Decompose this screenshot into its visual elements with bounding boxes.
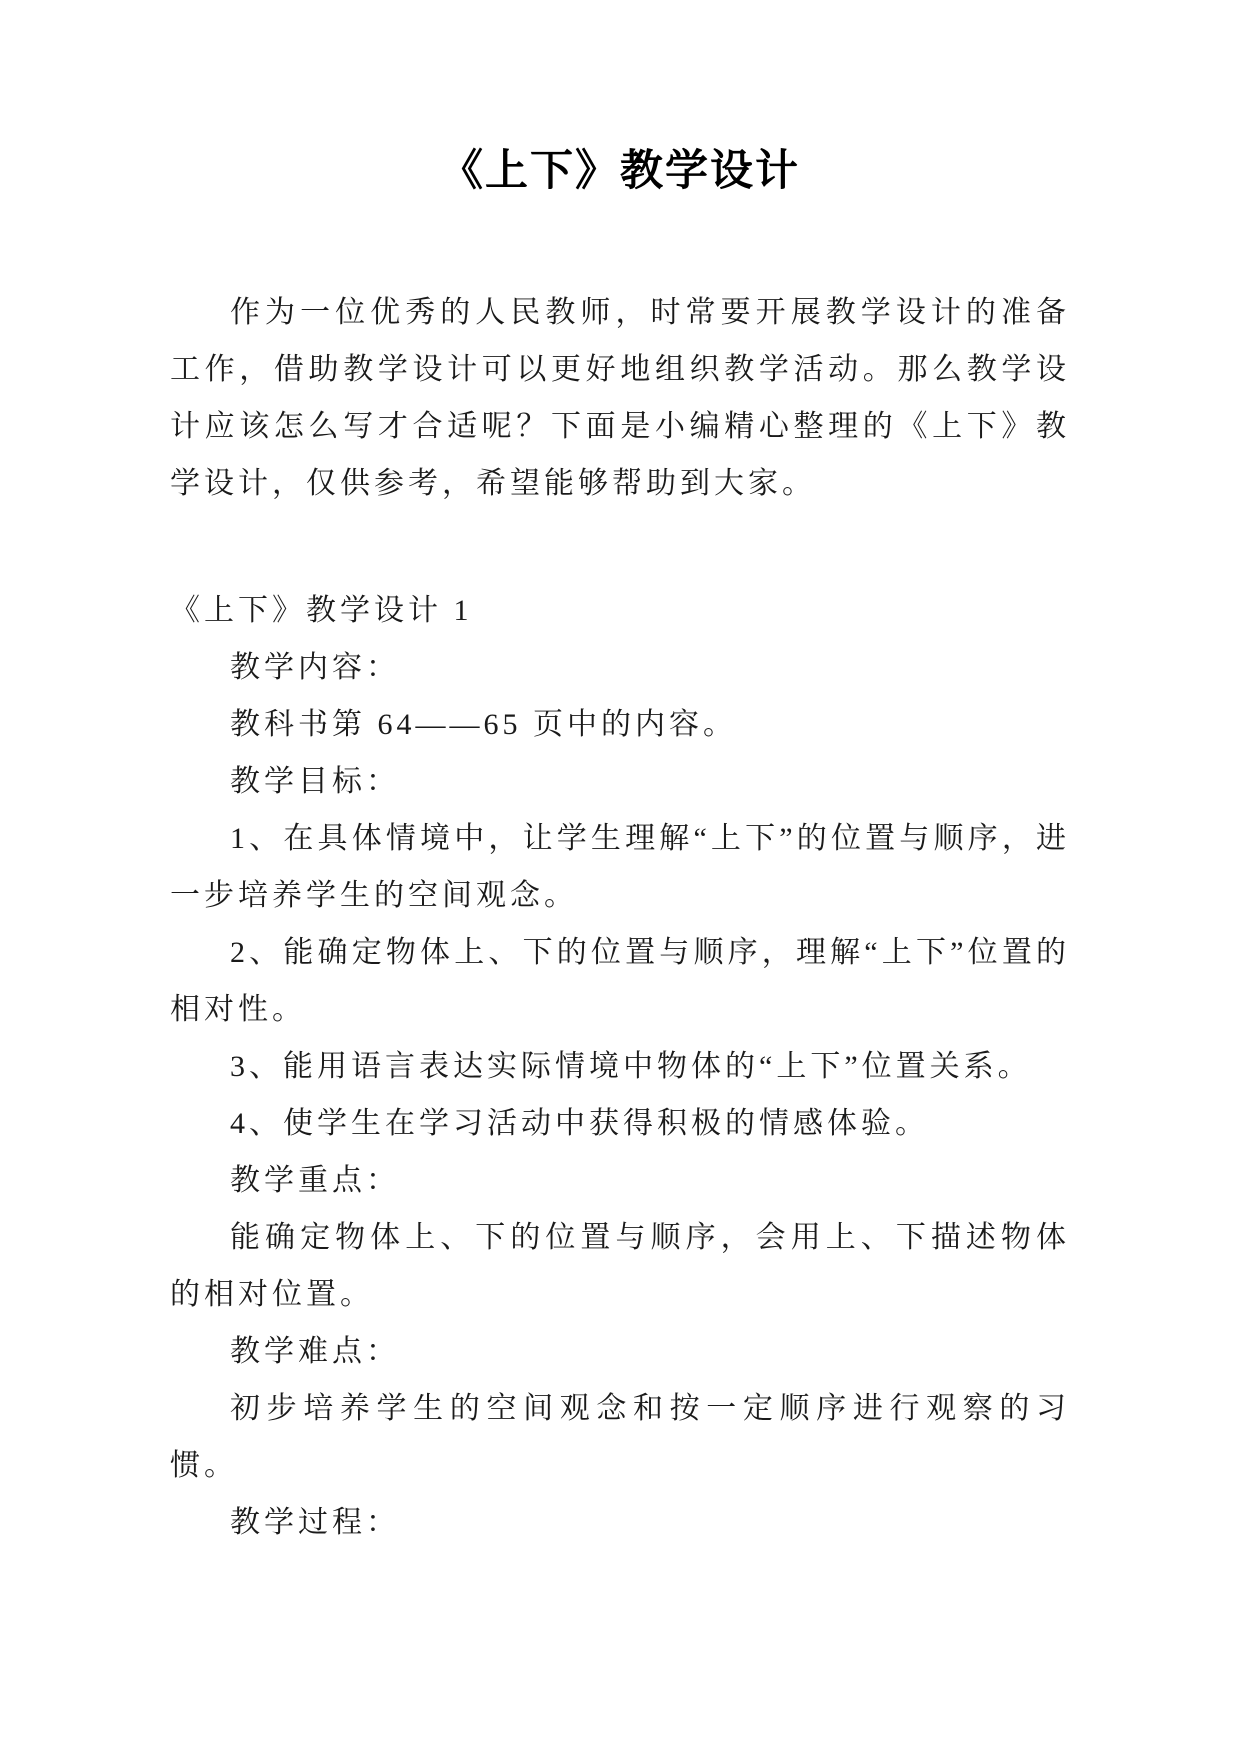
teaching-focus-text: 能确定物体上、下的位置与顺序，会用上、下描述物体的相对位置。 — [170, 1221, 1070, 1311]
teaching-content-text: 教科书第 64——65 页中的内容。 — [230, 708, 737, 741]
goal-item-4: 4、使学生在学习活动中获得积极的情感体验。 — [230, 1107, 929, 1140]
goal-item-3: 3、能用语言表达实际情境中物体的“上下”位置关系。 — [230, 1050, 1032, 1083]
intro-paragraph: 作为一位优秀的人民教师，时常要开展教学设计的准备工作，借助教学设计可以更好地组织教学活动。那么教学设计应该怎么写才合适呢？下面是小编精心整理的《上下》教学设计，仅供参考，希望能够帮助到大家。 — [170, 296, 1070, 500]
goal-item-2: 2、能确定物体上、下的位置与顺序，理解“上下”位置的相对性。 — [170, 936, 1070, 1026]
section-heading-design-1: 《上下》教学设计 1 — [170, 594, 473, 627]
heading-teaching-process: 教学过程： — [230, 1506, 400, 1539]
heading-teaching-goals: 教学目标： — [230, 765, 400, 798]
goal-item-1: 1、在具体情境中，让学生理解“上下”的位置与顺序，进一步培养学生的空间观念。 — [170, 822, 1070, 912]
document-title: 《上下》教学设计 — [440, 148, 800, 195]
document-body — [170, 284, 1070, 1551]
heading-teaching-focus: 教学重点： — [230, 1164, 400, 1197]
teaching-difficulty-text: 初步培养学生的空间观念和按一定顺序进行观察的习惯。 — [170, 1392, 1070, 1482]
heading-teaching-difficulty: 教学难点： — [230, 1335, 400, 1368]
heading-teaching-content: 教学内容： — [230, 651, 400, 684]
